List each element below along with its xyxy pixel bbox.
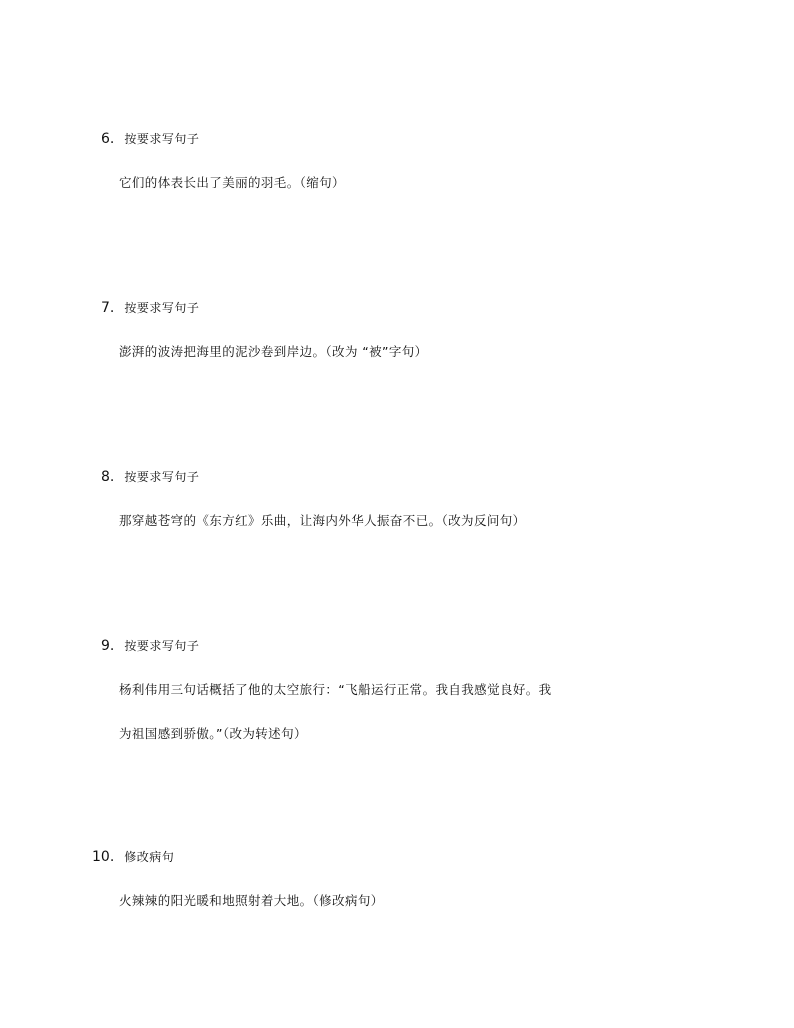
question-number: 10. — [92, 849, 115, 865]
question-heading — [101, 299, 199, 316]
question-number: 9. — [101, 638, 115, 654]
question-title: 按要求写句子 — [124, 132, 200, 146]
question-number: 8. — [101, 469, 115, 485]
question-heading — [101, 637, 199, 654]
question-number: 6. — [101, 131, 115, 147]
question-heading — [101, 130, 199, 147]
question-heading — [101, 468, 199, 485]
question-number: 7. — [101, 300, 115, 316]
question-title: 按要求写句子 — [124, 639, 200, 653]
question-title: 修改病句 — [124, 850, 175, 864]
question-title: 按要求写句子 — [124, 470, 200, 484]
question-text-line-1: 杨利伟用三句话概括了他的太空旅行：“飞船运行正常。我自我感觉良好。我 — [119, 682, 552, 697]
question-heading — [92, 848, 174, 865]
question-text-line-2: 为祖国感到骄傲。”（改为转述句） — [119, 726, 307, 741]
question-text: 澎湃的波涛把海里的泥沙卷到岸边。（改为 “被”字句） — [119, 344, 428, 359]
question-text: 那穿越苍穹的《东方红》乐曲，让海内外华人振奋不已。（改为反问句） — [119, 513, 526, 528]
question-text: 火辣辣的阳光暖和地照射着大地。（修改病句） — [119, 893, 384, 908]
question-title: 按要求写句子 — [124, 301, 200, 315]
question-text: 它们的体表长出了美丽的羽毛。（缩句） — [119, 175, 345, 190]
